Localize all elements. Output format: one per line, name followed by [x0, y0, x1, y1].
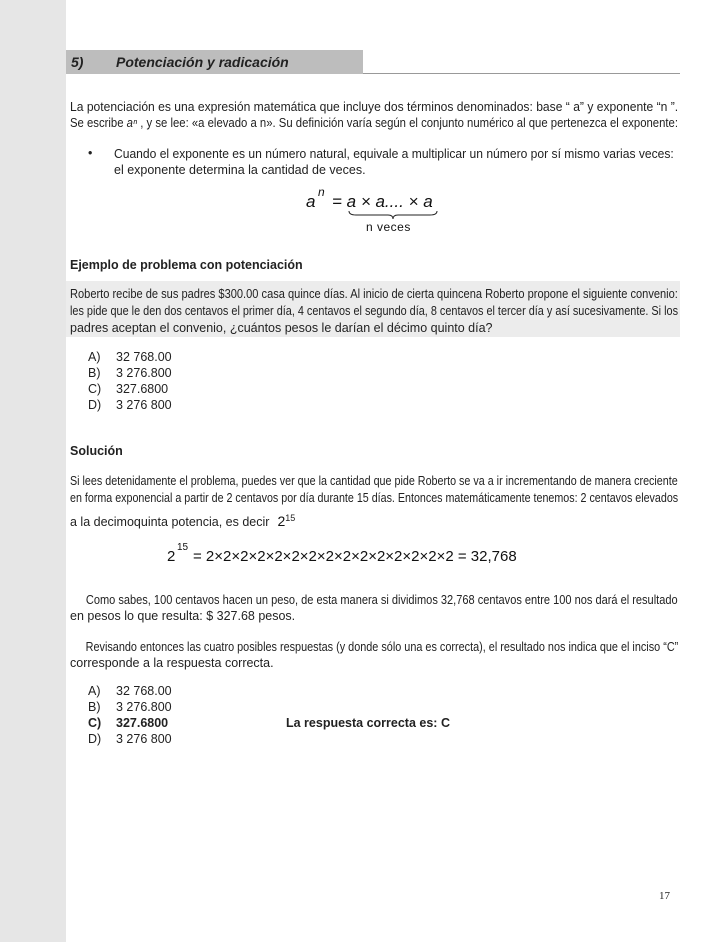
option-letter: D) — [88, 732, 102, 746]
formula1-exponent: n — [318, 185, 325, 199]
option-value: 3 276.800 — [116, 366, 172, 380]
option-value: 3 276 800 — [116, 398, 172, 412]
underbrace — [348, 210, 438, 220]
solution-line-3-text: a la decimoquinta potencia, es decir — [70, 515, 270, 530]
option-value: 32 768.00 — [116, 684, 172, 698]
para1-line-1: Como sabes, 100 centavos hacen un peso, de esta manera si dividimos 32,768 centavos entre 100 nos dará el resultado — [85, 593, 678, 607]
option-letter: A) — [88, 684, 101, 698]
option-letter: B) — [88, 700, 101, 714]
section-header — [66, 50, 680, 74]
formula1-underbrace-label: n veces — [366, 220, 411, 234]
solution-line-2: en forma exponencial a partir de 2 centavos por día durante 15 días. Entonces matemáticamente tenemos: 2 centavos elevados — [70, 491, 679, 505]
intro-line-2-expr: aⁿ — [126, 116, 138, 130]
formula2-rhs: = 2×2×2×2×2×2×2×2×2×2×2×2×2×2×2 = 32,768 — [193, 548, 517, 565]
intro-line-2 — [70, 115, 679, 132]
option-letter: C) — [88, 716, 102, 730]
intro-line-2-post: , y se lee: «a elevado a n». Su definición varía según el conjunto numérico al que pertenezca el exponente: — [140, 116, 679, 130]
solution-title: Solución — [70, 444, 123, 458]
section-title: Potenciación y radicación — [116, 54, 289, 70]
solution-line-1: Si lees detenidamente el problema, puedes ver que la cantidad que pide Roberto se va a ir incrementando de manera creciente — [70, 474, 678, 488]
option-b — [88, 699, 172, 715]
problem-line-1: Roberto recibe de sus padres $300.00 casa quince días. Al inicio de cierta quincena Roberto propone el siguiente convenio: — [70, 287, 678, 301]
section-header-box — [66, 50, 363, 74]
formula1-base: a — [306, 192, 316, 211]
option-value: 327.6800 — [116, 382, 169, 396]
bullet-symbol: • — [88, 146, 93, 160]
option-value: 3 276.800 — [116, 700, 172, 714]
solution-line-3 — [70, 510, 295, 531]
option-value: 327.6800 — [116, 716, 169, 730]
left-margin-band — [0, 0, 66, 942]
option-a — [88, 683, 172, 699]
option-letter: A) — [88, 350, 101, 364]
option-a — [88, 349, 172, 365]
para2-line-1: Revisando entonces las cuatro posibles respuestas (y donde sólo una es correcta), el resultado nos indica que el inciso “C” — [85, 640, 679, 654]
bullet-line-2: el exponente determina la cantidad de veces. — [114, 163, 366, 177]
para2-line-2: corresponde a la respuesta correcta. — [70, 656, 274, 670]
formula2-exponent: 15 — [177, 542, 189, 553]
correct-answer-note: La respuesta correcta es: C — [286, 716, 450, 730]
option-d — [88, 397, 172, 413]
option-b — [88, 365, 172, 381]
page-content — [66, 0, 680, 942]
intro-line-1: La potenciación es una expresión matemática que incluye dos términos denominados: base “ a” y exponente “n ”. — [70, 100, 679, 114]
option-letter: D) — [88, 398, 102, 412]
solution-inline-exponent: 15 — [285, 513, 296, 523]
option-c-correct — [88, 715, 168, 731]
para1-line-2: en pesos lo que resulta: $ 327.68 pesos. — [70, 609, 296, 623]
option-value: 3 276 800 — [116, 732, 172, 746]
problem-line-3: padres aceptan el convenio, ¿cuántos pesos le darían el décimo quinto día? — [70, 321, 493, 335]
intro-line-2-pre: Se escribe — [70, 116, 124, 130]
bullet-line-1: Cuando el exponente es un número natural, equivale a multiplicar un número por sí mismo varias veces: — [114, 147, 674, 161]
solution-inline-base: 2 — [277, 513, 286, 530]
header-rule — [363, 73, 680, 74]
page-number: 17 — [659, 890, 670, 902]
problem-line-2: les pide que le den dos centavos el primer día, 4 centavos el segundo día, 8 centavos el tercer día y así sucesivamente. Si los — [70, 304, 679, 318]
section-number: 5) — [71, 54, 84, 70]
option-letter: B) — [88, 366, 101, 380]
formula2-base: 2 — [167, 548, 176, 565]
option-c — [88, 381, 168, 397]
option-d — [88, 731, 172, 747]
formula1-rhs: = a × a.... × a — [332, 192, 433, 211]
option-letter: C) — [88, 382, 102, 396]
example-title: Ejemplo de problema con potenciación — [70, 258, 303, 272]
option-value: 32 768.00 — [116, 350, 172, 364]
